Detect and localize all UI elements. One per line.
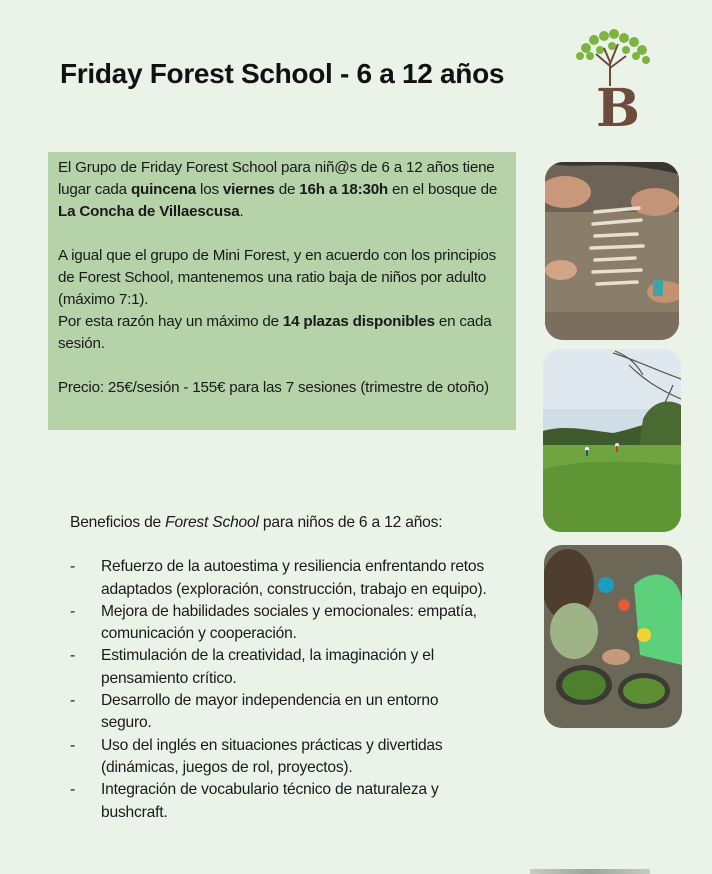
info-paragraph-ratio: A igual que el grupo de Mini Forest, y en acuerdo con los principios de Forest School, mantenemos una ratio baja de niños por adulto (máximo 7:1).	[58, 247, 497, 308]
list-dash: -	[70, 692, 75, 710]
info-paragraph-schedule: El Grupo de Friday Forest School para niñ@s de 6 a 12 años tiene lugar cada quincena los viernes de 16h a 18:30h en el bosque de La Concha de Villaescusa.	[58, 159, 498, 220]
children-cooking-photo	[544, 545, 682, 728]
benefits-intro: Beneficios de Forest School para niños de 6 a 12 años:	[70, 514, 443, 531]
info-paragraph-price: Precio: 25€/sesión - 155€ para las 7 sesiones (trimestre de otoño)	[58, 379, 489, 396]
info-paragraph-places: Por esta razón hay un máximo de 14 plazas disponibles en cada sesión.	[58, 313, 492, 352]
list-item-text: Integración de vocabulario técnico de naturaleza y bushcraft.	[101, 781, 439, 821]
list-item-text: Desarrollo de mayor independencia en un entorno seguro.	[101, 692, 439, 732]
list-item-text: Estimulación de la creatividad, la imaginación y el pensamiento crítico.	[101, 647, 435, 687]
benefits-list	[70, 556, 490, 824]
list-item	[70, 645, 490, 690]
list-item-text: Mejora de habilidades sociales y emocionales: empatía, comunicación y cooperación.	[101, 602, 477, 643]
page-title: Friday Forest School - 6 a 12 años	[60, 58, 505, 89]
list-item	[70, 735, 490, 780]
logo-letter: B	[596, 78, 640, 130]
partial-image-edge	[530, 869, 650, 874]
carved-sticks-photo	[545, 162, 679, 340]
list-dash: -	[70, 558, 75, 576]
benefits-section	[70, 512, 490, 824]
list-item	[70, 556, 490, 601]
list-item	[70, 690, 490, 735]
list-dash: -	[70, 602, 75, 620]
list-dash: -	[70, 736, 75, 754]
list-dash: -	[70, 781, 75, 799]
list-item	[70, 779, 490, 824]
session-info-box	[48, 152, 516, 430]
list-dash: -	[70, 647, 75, 665]
green-meadow-photo	[543, 349, 681, 532]
list-item-text: Refuerzo de la autoestima y resiliencia enfrentando retos adaptados (exploración, construcción, trabajo en equipo).	[101, 558, 487, 598]
tree-logo-icon	[570, 26, 654, 130]
list-item	[70, 601, 490, 646]
list-item-text: Uso del inglés en situaciones prácticas y divertidas (dinámicas, juegos de rol, proyectos).	[101, 736, 443, 776]
